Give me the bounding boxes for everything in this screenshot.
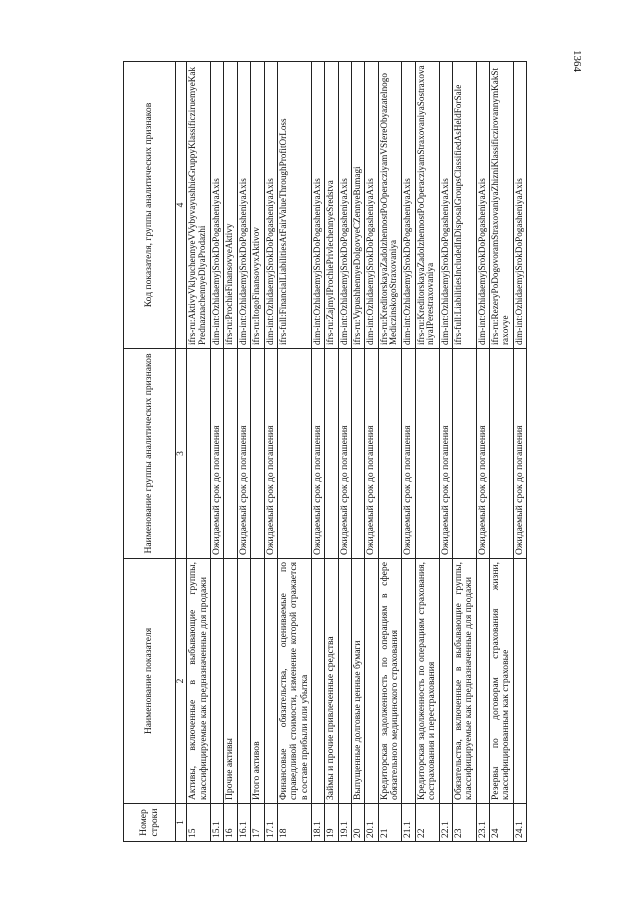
indicator-name-cell: Выпущенные долговые ценные бумаги xyxy=(352,559,365,804)
row-number-cell: 22.1 xyxy=(439,804,452,842)
indicator-name-cell xyxy=(264,559,277,804)
row-number-cell: 19.1 xyxy=(338,804,351,842)
table-row xyxy=(211,62,224,842)
row-number-cell: 20 xyxy=(352,804,365,842)
indicator-name-cell xyxy=(365,559,378,804)
table-row xyxy=(402,62,415,842)
code-cell: ifrs-ru:RezeryPoDogovoramStraxovaniyaZhizniKlassificzirovannymKakStraxovye xyxy=(489,62,513,349)
indicator-table xyxy=(123,61,527,842)
code-cell: ifrs-full:LiabilitiesIncludedInDisposalGroupsClassifiedAsHeldForSale xyxy=(452,62,476,349)
table-row xyxy=(224,62,237,842)
row-number-cell: 20.1 xyxy=(365,804,378,842)
column-number: 1 xyxy=(176,804,187,842)
group-name-cell: Ожидаемый срок до погашения xyxy=(402,349,415,559)
code-cell: ifrs-ru:KreditorskayaZadolzhennostPoOperacziyamStraxovaniyaSostraxovaniyaIPerestraxovaniya xyxy=(415,62,439,349)
indicator-name-cell xyxy=(476,559,489,804)
table-row xyxy=(489,62,513,842)
group-name-cell xyxy=(325,349,338,559)
row-number-cell: 16 xyxy=(224,804,237,842)
indicator-name-cell xyxy=(402,559,415,804)
indicator-name-cell: Резервы по договорам страхования жизни, классифицированным как страховые xyxy=(489,559,513,804)
group-name-cell: Ожидаемый срок до погашения xyxy=(264,349,277,559)
page-number: 1364 xyxy=(571,50,583,72)
indicator-name-cell xyxy=(338,559,351,804)
group-name-cell: Ожидаемый срок до погашения xyxy=(211,349,224,559)
group-name-cell xyxy=(251,349,264,559)
code-cell: ifrs-ru:ProchieFinansovyeAktivy xyxy=(224,62,237,349)
indicator-name-cell xyxy=(439,559,452,804)
indicator-name-cell xyxy=(237,559,250,804)
table-row xyxy=(264,62,277,842)
code-cell: ifrs-ru:AktivyVklyuchennyeVVybyvayushhieGruppyKlassificziruemyeKakPrednaznachennyeDlyaProdazhi xyxy=(187,62,211,349)
table-row xyxy=(311,62,324,842)
indicator-name-cell xyxy=(211,559,224,804)
table-row xyxy=(415,62,439,842)
column-number: 2 xyxy=(176,559,187,804)
indicator-name-cell: Кредиторская задолженность по операциям в сфере обязательного медицинского страхования xyxy=(378,559,402,804)
code-cell: ifrs-ru:KreditorskayaZadolzhennostPoOperacziyamVSfereObyazatelnogoMediczinskogoStraxovaniya xyxy=(378,62,402,349)
indicator-name-cell: Активы, включенные в выбывающие группы, классифицируемые как предназначенные для продажи xyxy=(187,559,211,804)
indicator-name-cell xyxy=(513,559,526,804)
group-name-cell xyxy=(187,349,211,559)
column-number: 3 xyxy=(176,349,187,559)
indicator-name-cell: Обязательства, включенные в выбывающие группы, классифицируемые как предназначенные для продажи xyxy=(452,559,476,804)
group-name-cell: Ожидаемый срок до погашения xyxy=(513,349,526,559)
code-cell: dim-int:OzhidaemyjSrokDoPogasheniyaAxis xyxy=(513,62,526,349)
code-cell: ifrs-ru:ItogoFinansovyxAktivov xyxy=(251,62,264,349)
table-row xyxy=(338,62,351,842)
table-row xyxy=(476,62,489,842)
row-number-cell: 23.1 xyxy=(476,804,489,842)
group-name-cell xyxy=(378,349,402,559)
group-name-cell: Ожидаемый срок до погашения xyxy=(439,349,452,559)
group-name-cell: Ожидаемый срок до погашения xyxy=(237,349,250,559)
code-cell: dim-int:OzhidaemyjSrokDoPogasheniyaAxis xyxy=(338,62,351,349)
table-row xyxy=(378,62,402,842)
row-number-cell: 17 xyxy=(251,804,264,842)
indicator-name-cell: Финансовые обязательства, оцениваемые по справедливой стоимости, изменение которой отражается в составе прибыли или убытка xyxy=(277,559,311,804)
group-name-cell xyxy=(415,349,439,559)
table-row xyxy=(352,62,365,842)
header-group-name: Наименование группы аналитических признаков xyxy=(124,349,176,559)
indicator-name-cell: Займы и прочие привлеченные средства xyxy=(325,559,338,804)
group-name-cell: Ожидаемый срок до погашения xyxy=(311,349,324,559)
table-row xyxy=(325,62,338,842)
row-number-cell: 15.1 xyxy=(211,804,224,842)
code-cell: dim-int:OzhidaemyjSrokDoPogasheniyaAxis xyxy=(311,62,324,349)
group-name-cell xyxy=(352,349,365,559)
table-row xyxy=(251,62,264,842)
row-number-cell: 22 xyxy=(415,804,439,842)
row-number-cell: 24 xyxy=(489,804,513,842)
row-number-cell: 18.1 xyxy=(311,804,324,842)
row-number-cell: 23 xyxy=(452,804,476,842)
code-cell: dim-int:OzhidaemyjSrokDoPogasheniyaAxis xyxy=(365,62,378,349)
code-cell: dim-int:OzhidaemyjSrokDoPogasheniyaAxis xyxy=(211,62,224,349)
indicator-name-cell: Прочие активы xyxy=(224,559,237,804)
table-row xyxy=(452,62,476,842)
code-cell: dim-int:OzhidaemyjSrokDoPogasheniyaAxis xyxy=(439,62,452,349)
table-row xyxy=(277,62,311,842)
code-cell: ifrs-ru:VypushhennyeDolgovyeCZennyeBumagi xyxy=(352,62,365,349)
header-code: Код показателя, группы аналитических признаков xyxy=(124,62,176,349)
row-number-cell: 21.1 xyxy=(402,804,415,842)
code-cell: ifrs-full:FinancialLiabilitiesAtFairValueThroughProfitOrLoss xyxy=(277,62,311,349)
group-name-cell xyxy=(489,349,513,559)
row-number-cell: 24.1 xyxy=(513,804,526,842)
row-number-cell: 16.1 xyxy=(237,804,250,842)
header-indicator-name: Наименование показателя xyxy=(124,559,176,804)
row-number-cell: 17.1 xyxy=(264,804,277,842)
code-cell: dim-int:OzhidaemyjSrokDoPogasheniyaAxis xyxy=(476,62,489,349)
row-number-cell: 19 xyxy=(325,804,338,842)
group-name-cell: Ожидаемый срок до погашения xyxy=(476,349,489,559)
row-number-cell: 18 xyxy=(277,804,311,842)
group-name-cell xyxy=(277,349,311,559)
group-name-cell: Ожидаемый срок до погашения xyxy=(365,349,378,559)
code-cell: dim-int:OzhidaemyjSrokDoPogasheniyaAxis xyxy=(402,62,415,349)
group-name-cell xyxy=(452,349,476,559)
indicator-name-cell: Итого активов xyxy=(251,559,264,804)
table-row xyxy=(187,62,211,842)
code-cell: dim-int:OzhidaemyjSrokDoPogasheniyaAxis xyxy=(237,62,250,349)
group-name-cell: Ожидаемый срок до погашения xyxy=(338,349,351,559)
column-number: 4 xyxy=(176,62,187,349)
table-row xyxy=(237,62,250,842)
group-name-cell xyxy=(224,349,237,559)
code-cell: dim-int:OzhidaemyjSrokDoPogasheniyaAxis xyxy=(264,62,277,349)
table-row xyxy=(439,62,452,842)
table-row xyxy=(365,62,378,842)
table-row xyxy=(513,62,526,842)
row-number-cell: 21 xyxy=(378,804,402,842)
row-number-cell: 15 xyxy=(187,804,211,842)
indicator-name-cell xyxy=(311,559,324,804)
code-cell: ifrs-ru:ZajmyIProchiePrivlechennyeSredstva xyxy=(325,62,338,349)
rotated-table-container xyxy=(123,62,603,842)
table-body xyxy=(187,62,527,842)
indicator-name-cell: Кредиторская задолженность по операциям страхования, сострахования и перестрахования xyxy=(415,559,439,804)
header-row-number: Номер строки xyxy=(124,804,176,842)
